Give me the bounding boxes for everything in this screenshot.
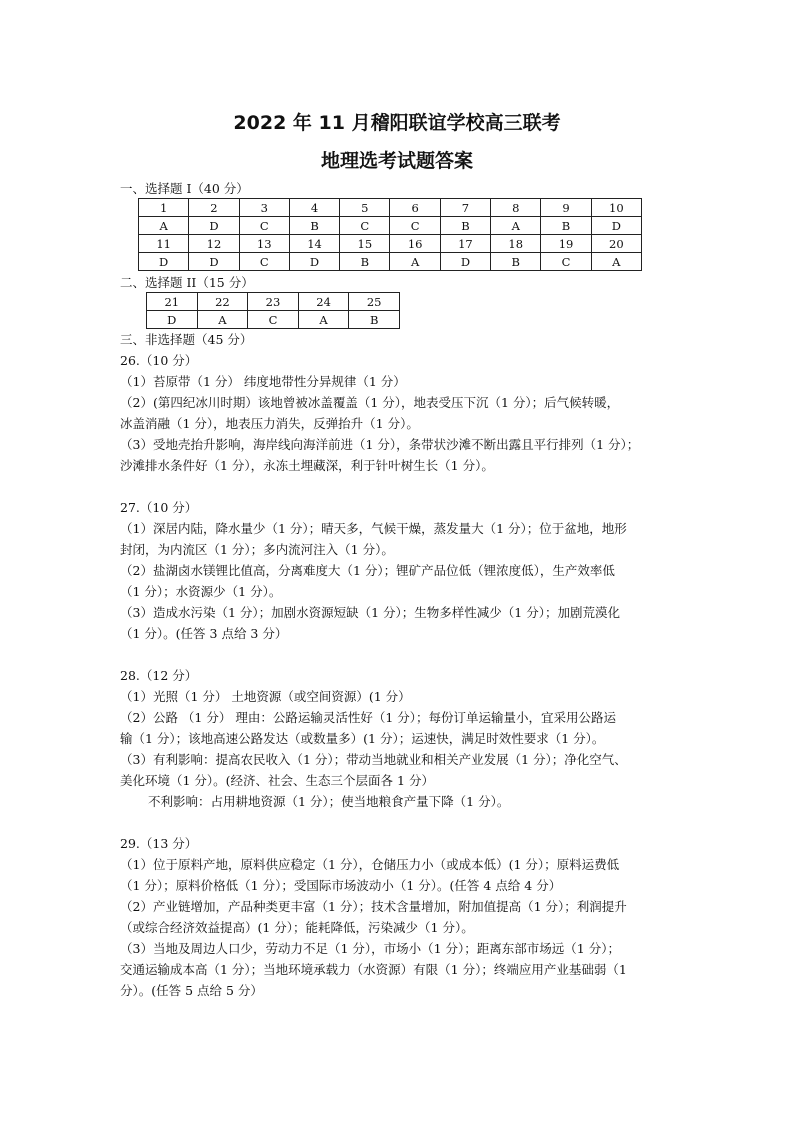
answer-cell: 8 — [491, 199, 541, 217]
q29-line: 交通运输成本高（1 分）；当地环境承载力（水资源）有限（1 分）；终端应用产业基础弱（1 — [120, 962, 627, 977]
q29-line: （1）位于原料产地，原料供应稳定（1 分），仓储压力小（或成本低）(1 分）；原料运费低 — [120, 857, 620, 872]
q26-line: 冰盖消融（1 分），地表压力消失，反弹抬升（1 分）。 — [120, 416, 419, 431]
answers-body — [120, 350, 680, 1001]
answer-cell: 22 — [197, 293, 248, 311]
section2-heading: 二、选择题 II（15 分） — [120, 275, 254, 290]
answer-cell: 23 — [248, 293, 299, 311]
answer-cell: D — [440, 253, 490, 271]
q26-line: （2）(第四纪冰川时期）该地曾被冰盖覆盖（1 分），地表受压下沉（1 分）；后气候转暖， — [120, 395, 620, 410]
answer-cell: D — [591, 217, 641, 235]
answer-cell: B — [349, 311, 400, 329]
answer-cell: D — [189, 253, 239, 271]
q28-line: （2）公路 （1 分） 理由：公路运输灵活性好（1 分）；每份订单运输量小，宜采用公路运 — [120, 710, 617, 725]
q29-line: （3）当地及周边人口少，劳动力不足（1 分），市场小（1 分）；距离东部市场远（1 分）； — [120, 941, 620, 956]
answer-cell: 18 — [491, 235, 541, 253]
answer-cell: 2 — [189, 199, 239, 217]
answer-cell: A — [591, 253, 641, 271]
answer-cell: B — [289, 217, 339, 235]
answer-cell: 16 — [390, 235, 440, 253]
answer-cell: C — [340, 217, 390, 235]
answer-cell: 24 — [298, 293, 349, 311]
answer-cell: A — [139, 217, 189, 235]
answer-cell: 21 — [147, 293, 198, 311]
answer-row — [139, 253, 642, 271]
answer-cell: 15 — [340, 235, 390, 253]
answer-cell: D — [289, 253, 339, 271]
page-subtitle: 地理选考试题答案 — [320, 150, 473, 172]
answer-cell: D — [147, 311, 198, 329]
answer-cell: 20 — [591, 235, 641, 253]
answer-cell: 12 — [189, 235, 239, 253]
answer-cell: B — [440, 217, 490, 235]
answer-cell: 13 — [239, 235, 289, 253]
answer-cell: 9 — [541, 199, 591, 217]
q27-heading: 27.（10 分） — [120, 500, 198, 515]
answer-cell: 4 — [289, 199, 339, 217]
answer-cell: B — [541, 217, 591, 235]
q28-heading: 28.（12 分） — [120, 668, 198, 683]
answer-cell: D — [139, 253, 189, 271]
answer-cell: 5 — [340, 199, 390, 217]
answer-cell: 25 — [349, 293, 400, 311]
answer-cell: 7 — [440, 199, 490, 217]
section3-heading: 三、非选择题（45 分） — [120, 332, 253, 347]
answer-cell: A — [197, 311, 248, 329]
answer-cell: A — [298, 311, 349, 329]
q27-line: （2）盐湖卤水镁锂比值高，分离难度大（1 分）；锂矿产品位低（锂浓度低），生产效率低 — [120, 563, 615, 578]
answer-row — [139, 235, 642, 253]
answer-cell: B — [491, 253, 541, 271]
answer-cell: C — [541, 253, 591, 271]
answer-cell: 10 — [591, 199, 641, 217]
q26-line: （1）苔原带（1 分） 纬度地带性分异规律（1 分） — [120, 374, 406, 389]
q26-line: （3）受地壳抬升影响，海岸线向海洋前进（1 分），条带状沙滩不断出露且平行排列（1 分）； — [120, 437, 640, 452]
q28-line: （1）光照（1 分） 土地资源（或空间资源）(1 分） — [120, 689, 411, 704]
answer-cell: C — [390, 217, 440, 235]
q28-line: 美化环境（1 分）。(经济、社会、生态三个层面各 1 分） — [120, 773, 434, 788]
q28-line: （3）有利影响：提高农民收入（1 分）；带动当地就业和相关产业发展（1 分）；净化空气、 — [120, 752, 627, 767]
answer-cell: 1 — [139, 199, 189, 217]
section1-heading: 一、选择题 I（40 分） — [120, 181, 249, 196]
q26-heading: 26.（10 分） — [120, 353, 198, 368]
answer-cell: 6 — [390, 199, 440, 217]
page-title: 2022 年 11 月稽阳联谊学校高三联考 — [233, 112, 561, 134]
answer-cell: 14 — [289, 235, 339, 253]
answer-cell: 11 — [139, 235, 189, 253]
answer-cell: D — [189, 217, 239, 235]
q28-line: 不利影响：占用耕地资源（1 分）；使当地粮食产量下降（1 分）。 — [148, 794, 510, 809]
answer-row — [139, 199, 642, 217]
q29-line: 分）。(任答 5 点给 5 分） — [120, 983, 263, 998]
answer-table-2 — [146, 292, 400, 329]
answer-cell: C — [248, 311, 299, 329]
q29-line: （1 分）；原料价格低（1 分）；受国际市场波动小（1 分）。(任答 4 点给 4 分） — [120, 878, 562, 893]
q29-line: （2）产业链增加，产品种类更丰富（1 分）；技术含量增加，附加值提高（1 分）；利润提升 — [120, 899, 627, 914]
answer-row — [139, 217, 642, 235]
q27-line: （1 分）；水资源少（1 分）。 — [120, 584, 282, 599]
q29-heading: 29.（13 分） — [120, 836, 198, 851]
answer-cell: A — [491, 217, 541, 235]
answer-cell: 17 — [440, 235, 490, 253]
answer-row — [147, 293, 400, 311]
q27-line: （3）造成水污染（1 分）；加剧水资源短缺（1 分）；生物多样性减少（1 分）；加剧荒漠化 — [120, 605, 620, 620]
answer-cell: C — [239, 253, 289, 271]
q27-line: （1 分）。(任答 3 点给 3 分） — [120, 626, 288, 641]
answer-cell: B — [340, 253, 390, 271]
q28-line: 输（1 分）；该地高速公路发达（或数量多）(1 分）；运速快，满足时效性要求（1 分）。 — [120, 731, 605, 746]
q26-line: 沙滩排水条件好（1 分），永冻土埋藏深，利于针叶树生长（1 分）。 — [120, 458, 494, 473]
answer-table-1 — [138, 198, 642, 271]
answer-cell: C — [239, 217, 289, 235]
q27-line: 封闭，为内流区（1 分）；多内流河注入（1 分）。 — [120, 542, 394, 557]
answer-cell: 19 — [541, 235, 591, 253]
q29-line: （或综合经济效益提高）(1 分）；能耗降低，污染减少（1 分）。 — [120, 920, 474, 935]
answer-cell: A — [390, 253, 440, 271]
answer-row — [147, 311, 400, 329]
answer-cell: 3 — [239, 199, 289, 217]
q27-line: （1）深居内陆，降水量少（1 分）；晴天多，气候干燥，蒸发量大（1 分）；位于盆地，地形 — [120, 521, 627, 536]
